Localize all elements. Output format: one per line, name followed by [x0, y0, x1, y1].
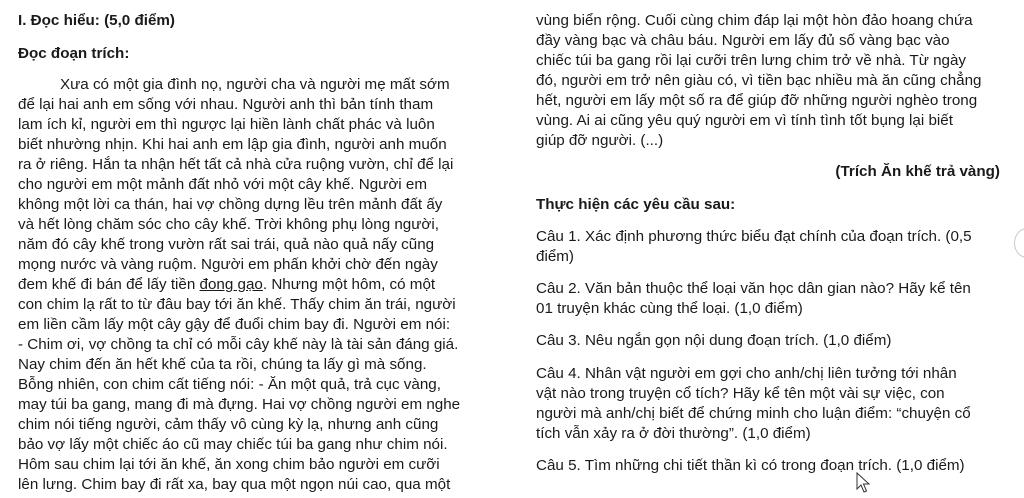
passage-line: lam ích kỉ, người em thì ngược lại hiền lành chất phác và luôn — [18, 116, 435, 133]
passage-line: ra ở riêng. Hắn ta nhận hết tất cả nhà cửa ruộng vườn, chỉ để lại — [18, 156, 454, 173]
question-line: Câu 4. Nhân vật người em gợi cho anh/chị liên tưởng tới nhân — [536, 365, 957, 382]
passage-line: mọng nước và vàng ruộm. Người em phấn khởi chờ đến ngày — [18, 256, 438, 273]
passage-line: chim nói tiếng người, cảm thấy vô cùng kỳ lạ, nhưng anh cũng — [18, 416, 439, 433]
passage-line: để lại hai anh em sống với nhau. Người anh thì bản tính tham — [18, 96, 434, 113]
passage-line: may túi ba gang, mang đi mà đựng. Hai vợ chồng người em nghe — [18, 396, 461, 413]
passage-line: Hôm sau chim lại tới ăn khế, ăn xong chim bảo người em cưỡi — [18, 456, 440, 473]
passage-line: Bỗng nhiên, con chim cất tiếng nói: - Ăn một quả, trả cục vàng, — [18, 376, 441, 393]
section-heading: I. Đọc hiểu: (5,0 điểm) — [18, 12, 175, 29]
passage-line: biết nhường nhịn. Khi hai anh em lập gia đình, người anh muốn — [18, 136, 447, 153]
passage-line: vùng. Ai ai cũng yêu quý người em vì tính tình tốt bụng lại biết — [536, 112, 953, 129]
passage-line: Nay chim đến ăn hết khế của ta rồi, chúng ta lấy gì mà sống. — [18, 356, 427, 373]
passage-line: đem khế đi bán để lấy tiền đong gạo. Nhưng một hôm, có một — [18, 276, 436, 293]
passage-subheading: Đọc đoạn trích: — [18, 45, 130, 62]
question-line: Câu 2. Văn bản thuộc thể loại văn học dân gian nào? Hãy kể tên — [536, 280, 971, 297]
passage-line: đầy vàng bạc và châu báu. Người em lấy đủ số vàng bạc vào — [536, 32, 950, 49]
question-line: người mà anh/chị biết để chứng minh cho luận điểm: “chuyện cổ — [536, 405, 971, 422]
passage-line: em liền cầm lấy một cây gậy để đuổi chim bay đi. Người em nói: — [18, 316, 451, 333]
passage-line: Xưa có một gia đình nọ, người cha và người mẹ mất sớm — [60, 76, 450, 93]
question-line: vật nào trong truyện cổ tích? Hãy kể tên một vài sự việc, con — [536, 385, 945, 402]
passage-line: - Chim ơi, vợ chồng ta chỉ có mỗi cây khế này là tài sản đáng giá. — [18, 336, 459, 353]
passage-line: chiếc túi ba gang rồi lại cưỡi trên lưng chim trở về nhà. Từ ngày — [536, 52, 967, 69]
passage-line: đó, người em trở nên giàu có, vì tiền bạc nhiều mà ăn cũng chẳng — [536, 72, 982, 89]
passage-line: giúp đỡ người. (...) — [536, 132, 664, 149]
passage-line: con chim lạ rất to từ đâu bay tới ăn khế. Thấy chim ăn trái, người — [18, 296, 456, 313]
passage-line: năm đó cây khế trong vườn rất sai trái, quả nào quả nấy cũng — [18, 236, 435, 253]
question-line: 01 truyện khác cùng thể loại. (1,0 điểm) — [536, 300, 803, 317]
passage-line: không một lời ca thán, hai vợ chồng dựng lều trên mảnh đất ấy — [18, 196, 443, 213]
passage-line: và hết lòng chăm sóc cho cây khế. Trời không phụ lòng người, — [18, 216, 439, 233]
passage-line: hết, người em lấy một số ra để giúp đỡ những người nghèo trong — [536, 92, 978, 109]
mouse-cursor-icon — [856, 472, 870, 494]
passage-line: vùng biển rộng. Cuối cùng chim đáp lại một hòn đảo hoang chứa — [536, 12, 973, 29]
passage-line: bảo vợ lấy một chiếc áo cũ may chiếc túi ba gang như chim nói. — [18, 436, 448, 453]
question-line: Câu 5. Tìm những chi tiết thần kì có trong đoạn trích. (1,0 điểm) — [536, 457, 965, 474]
source-citation: (Trích Ăn khế trả vàng) — [835, 163, 1000, 180]
passage-line: cho người em một mảnh đất nhỏ với một cây khế. Người em — [18, 176, 427, 193]
passage-line: lên lưng. Chim bay đi rất xa, bay qua một ngọn núi cao, qua một — [18, 476, 451, 493]
task-heading: Thực hiện các yêu cầu sau: — [536, 196, 736, 213]
underlined-phrase: đong gạo — [199, 276, 263, 293]
side-scroll-tab[interactable] — [1014, 228, 1024, 258]
question-line: Câu 3. Nêu ngắn gọn nội dung đoạn trích. (1,0 điểm) — [536, 332, 892, 349]
question-line: điểm) — [536, 248, 574, 265]
question-line: tích vẫn xảy ra ở đời thường”. (1,0 điểm) — [536, 425, 811, 442]
question-line: Câu 1. Xác định phương thức biểu đạt chính của đoạn trích. (0,5 — [536, 228, 972, 245]
